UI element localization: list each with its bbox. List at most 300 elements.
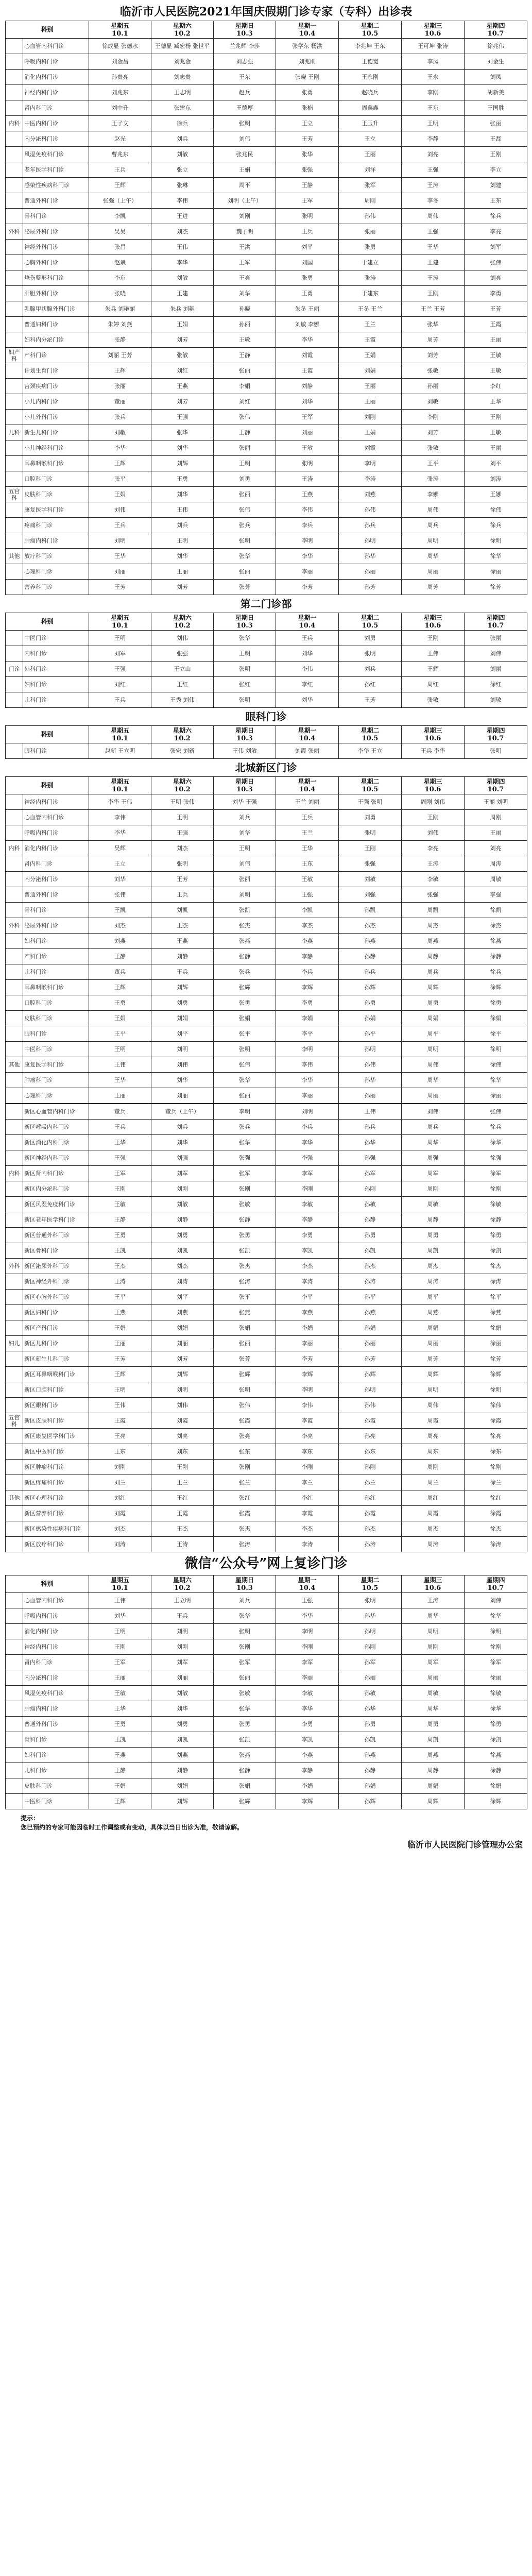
doctor-cell: 刘伟	[465, 646, 527, 662]
doctor-cell: 徐娟	[465, 1011, 527, 1026]
day-header	[339, 777, 402, 794]
doctor-cell: 刘霞	[339, 440, 402, 456]
dept-name: 新区感染性疾病科门诊	[23, 1521, 89, 1537]
doctor-cell: 王芳	[89, 580, 151, 595]
doctor-cell: 周兵	[402, 518, 465, 533]
doctor-cell: 徐伟	[465, 1398, 527, 1413]
day-header	[402, 726, 465, 743]
doctor-cell: 周静	[402, 1763, 465, 1778]
doctor-cell: 王永	[402, 70, 465, 85]
doctor-cell: 孙刚	[339, 1639, 402, 1655]
doctor-cell: 王兵	[89, 162, 151, 178]
table-row	[6, 1351, 527, 1367]
day-header	[465, 21, 527, 39]
dept-name: 新区眼科门诊	[23, 1398, 89, 1413]
dept-name: 疼痛科门诊	[23, 518, 89, 533]
doctor-cell: 李伟	[151, 193, 214, 209]
day-header	[465, 726, 527, 743]
doctor-cell: 周刚	[402, 1460, 465, 1475]
doctor-cell: 孙军	[339, 1166, 402, 1181]
table-row	[6, 1460, 527, 1475]
date-label: 10.2	[174, 785, 191, 793]
doctor-cell: 孙兰	[339, 1475, 402, 1490]
doctor-cell: 周丽	[402, 1670, 465, 1686]
doctor-cell: 王华	[89, 549, 151, 564]
doctor-cell: 孙明	[339, 1042, 402, 1057]
doctor-cell: 王勇	[89, 995, 151, 1011]
date-label: 10.3	[236, 29, 253, 38]
doctor-cell: 周明	[402, 1042, 465, 1057]
date-label: 10.3	[236, 621, 253, 630]
doctor-cell: 王丽	[89, 1670, 151, 1686]
doctor-cell: 张杰	[214, 918, 276, 934]
doctor-cell: 刘伟	[402, 1104, 465, 1120]
doctor-cell: 王霞	[339, 332, 402, 348]
table-row	[6, 949, 527, 964]
doctor-cell: 李华	[276, 1701, 339, 1717]
doctor-cell: 王洪	[214, 240, 276, 255]
group-label: 其他	[6, 549, 23, 564]
table-row	[6, 1243, 527, 1259]
date-label: 10.2	[174, 621, 191, 630]
doctor-cell: 刘芳	[151, 580, 214, 595]
table-row	[6, 692, 527, 708]
doctor-cell: 孙杰	[339, 1259, 402, 1274]
doctor-cell: 周伟	[402, 209, 465, 224]
doctor-cell: 孙伟	[339, 502, 402, 518]
doctor-cell: 徐兰	[465, 1475, 527, 1490]
doctor-cell: 王芳	[151, 872, 214, 887]
doctor-cell: 徐兵	[465, 964, 527, 980]
doctor-cell: 徐亮	[465, 1429, 527, 1444]
group-label	[6, 54, 23, 70]
doctor-cell: 张丽	[214, 1670, 276, 1686]
day-label: 星期五	[111, 777, 130, 785]
dept-name: 肿瘤科门诊	[23, 1073, 89, 1088]
doctor-cell: 刘敏	[402, 394, 465, 410]
table-row	[6, 456, 527, 471]
doctor-cell: 刘志强	[214, 54, 276, 70]
doctor-cell: 李刚	[276, 1460, 339, 1475]
doctor-cell: 李芳	[276, 580, 339, 595]
doctor-cell: 李平	[276, 1026, 339, 1042]
doctor-cell: 王凯	[89, 1732, 151, 1748]
doctor-cell: 刘华	[151, 487, 214, 502]
doctor-cell: 张涛	[402, 471, 465, 487]
doctor-cell: 刘涛	[465, 471, 527, 487]
doctor-cell: 刘金生	[465, 54, 527, 70]
doctor-cell: 刘红	[214, 394, 276, 410]
doctor-cell: 孙霞	[339, 1413, 402, 1429]
doctor-cell: 李娟	[276, 1011, 339, 1026]
doctor-cell: 张娟	[214, 1320, 276, 1336]
doctor-cell: 孙兵	[339, 964, 402, 980]
dept-name: 康复医学科门诊	[23, 1057, 89, 1073]
dept-name: 消化内科门诊	[23, 841, 89, 856]
date-label: 10.2	[174, 29, 191, 38]
doctor-cell: 王涛	[402, 1593, 465, 1608]
day-label: 星期六	[173, 726, 192, 734]
doctor-cell: 刘国	[276, 255, 339, 270]
dept-name: 产科门诊	[23, 348, 89, 363]
doctor-cell: 王兵	[89, 518, 151, 533]
dept-name: 眼科门诊	[23, 743, 89, 759]
date-label: 10.5	[362, 1584, 379, 1592]
doctor-cell: 王静	[276, 178, 339, 193]
group-label	[6, 1398, 23, 1413]
doctor-cell: 刘伟	[151, 1398, 214, 1413]
dept-name: 内科门诊	[23, 646, 89, 662]
doctor-cell: 王兰 王芳	[402, 301, 465, 317]
doctor-cell: 张芳	[214, 580, 276, 595]
doctor-cell: 赵斌	[89, 255, 151, 270]
table-row	[6, 1181, 527, 1197]
dept-name: 普通外科门诊	[23, 193, 89, 209]
table-row	[6, 410, 527, 425]
dept-name: 中医科门诊	[23, 1794, 89, 1809]
doctor-cell: 王丽	[89, 1336, 151, 1351]
dept-name: 新区心胸外科门诊	[23, 1290, 89, 1305]
doctor-cell: 张伟	[465, 255, 527, 270]
day-label: 星期一	[298, 1576, 317, 1584]
date-label: 10.2	[174, 734, 191, 742]
group-label	[6, 1290, 23, 1305]
doctor-cell: 王伟	[339, 1104, 402, 1120]
group-label	[6, 39, 23, 54]
doctor-cell: 张丽	[465, 631, 527, 646]
doctor-cell: 李伟	[276, 502, 339, 518]
table-row	[6, 425, 527, 440]
doctor-cell: 王东	[214, 70, 276, 85]
document-title: 临沂市人民医院2021年国庆假期门诊专家（专科）出诊表	[119, 5, 413, 19]
dept-name: 新区神经内科门诊	[23, 1150, 89, 1166]
doctor-cell: 王芳	[339, 692, 402, 708]
dept-name: 心胸外科门诊	[23, 255, 89, 270]
doctor-cell: 徐明	[465, 1042, 527, 1057]
doctor-cell: 刘华 王强	[214, 794, 276, 810]
doctor-cell: 周丽	[402, 1336, 465, 1351]
group-label	[6, 1639, 23, 1655]
doctor-cell: 李伟	[276, 1057, 339, 1073]
group-label	[6, 1104, 23, 1120]
doctor-cell: 王立明	[151, 1593, 214, 1608]
group-label: 内科	[6, 841, 23, 856]
group-label	[6, 394, 23, 410]
group-label	[6, 1274, 23, 1290]
doctor-cell: 王明	[89, 631, 151, 646]
table-row	[6, 856, 527, 872]
date-label: 10.1	[112, 29, 128, 38]
doctor-cell: 王静	[214, 348, 276, 363]
doctor-cell: 张明	[276, 209, 339, 224]
doctor-cell: 李娟	[276, 1778, 339, 1794]
notes	[5, 1814, 527, 1832]
doctor-cell: 张燕	[214, 934, 276, 949]
doctor-cell: 王涛	[89, 1274, 151, 1290]
group-label	[6, 825, 23, 841]
schedule-table	[5, 1575, 527, 1809]
doctor-cell: 徐成显 张德水	[89, 39, 151, 54]
doctor-cell: 张伟	[214, 410, 276, 425]
doctor-cell: 张静	[214, 1212, 276, 1228]
doctor-cell: 徐芳	[465, 580, 527, 595]
doctor-cell: 徐强	[465, 1150, 527, 1166]
table-row	[6, 1778, 527, 1794]
doctor-cell: 王明	[89, 1382, 151, 1398]
dept-name: 内分泌科门诊	[23, 872, 89, 887]
doctor-cell: 李敏	[402, 872, 465, 887]
doctor-cell: 张杰	[214, 1521, 276, 1537]
doctor-cell: 刘勇	[151, 1228, 214, 1243]
doctor-cell: 李兆坤 王东	[339, 39, 402, 54]
doctor-cell: 徐涛	[465, 1274, 527, 1290]
doctor-cell: 李华 王伟	[89, 794, 151, 810]
doctor-cell: 孙静	[339, 1212, 402, 1228]
doctor-cell: 周红	[402, 677, 465, 692]
doctor-cell: 王志明	[151, 85, 214, 100]
doctor-cell: 周杰	[402, 1259, 465, 1274]
doctor-cell: 刘涛	[151, 1274, 214, 1290]
doctor-cell: 王丽	[339, 379, 402, 394]
date-label: 10.5	[362, 785, 379, 793]
doctor-cell: 徐伟	[465, 502, 527, 518]
doctor-cell: 周刚	[339, 193, 402, 209]
group-label	[6, 794, 23, 810]
doctor-cell: 李军	[276, 1166, 339, 1181]
section-title: 微信“公众号”网上复诊门诊	[184, 1556, 348, 1571]
doctor-cell: 张涛	[214, 1537, 276, 1552]
group-label	[6, 1608, 23, 1624]
group-label	[6, 1686, 23, 1701]
doctor-cell: 刘刚	[89, 1460, 151, 1475]
table-row	[6, 887, 527, 903]
table-row	[6, 85, 527, 100]
doctor-cell: 刘伟	[214, 131, 276, 147]
group-label	[6, 162, 23, 178]
doctor-cell: 孙燕	[339, 1748, 402, 1763]
group-label	[6, 533, 23, 549]
doctor-cell: 张红	[214, 677, 276, 692]
day-header	[339, 1575, 402, 1593]
doctor-cell: 孙晓	[214, 301, 276, 317]
date-label: 10.6	[424, 734, 441, 742]
doctor-cell: 李凯	[276, 1243, 339, 1259]
doctor-cell: 赵晓兵	[339, 85, 402, 100]
doctor-cell: 周军	[402, 1655, 465, 1670]
doctor-cell: 王磊	[465, 131, 527, 147]
group-label: 门诊	[6, 662, 23, 677]
doctor-cell: 孙勇	[339, 1228, 402, 1243]
date-label: 10.4	[299, 1584, 316, 1592]
doctor-cell: 李凤	[402, 54, 465, 70]
doctor-cell: 王军	[89, 1655, 151, 1670]
doctor-cell: 王伟	[151, 502, 214, 518]
doctor-cell: 王红	[151, 677, 214, 692]
doctor-cell: 王辉	[402, 662, 465, 677]
dept-name: 心理科门诊	[23, 1088, 89, 1104]
group-label	[6, 1135, 23, 1150]
doctor-cell: 王兵	[276, 810, 339, 825]
doctor-cell: 王冬 王兰	[339, 301, 402, 317]
group-label	[6, 1026, 23, 1042]
doctor-cell: 李敏	[276, 1197, 339, 1212]
doctor-cell: 于建立	[339, 255, 402, 270]
group-label	[6, 1670, 23, 1686]
doctor-cell: 李兵	[276, 1120, 339, 1135]
dept-name: 新区普通外科门诊	[23, 1228, 89, 1243]
dept-name: 口腔科门诊	[23, 471, 89, 487]
doctor-cell: 周鑫鑫	[339, 100, 402, 116]
doctor-cell: 孙明	[339, 1624, 402, 1639]
day-header	[276, 726, 339, 743]
doctor-cell: 李华	[89, 825, 151, 841]
group-label	[6, 502, 23, 518]
day-header	[465, 777, 527, 794]
doctor-cell: 徐刚	[465, 1460, 527, 1475]
doctor-cell: 刘兆东	[89, 85, 151, 100]
doctor-cell: 王丽	[339, 147, 402, 162]
doctor-cell: 刘敏	[151, 1197, 214, 1212]
group-label	[6, 1475, 23, 1490]
doctor-cell: 周静	[402, 1212, 465, 1228]
dept-name: 感染性疾病科门诊	[23, 178, 89, 193]
doctor-cell: 孙东	[339, 1444, 402, 1460]
doctor-cell: 刘志贵	[151, 70, 214, 85]
doctor-cell: 王华	[465, 394, 527, 410]
doctor-cell: 刘敏	[151, 270, 214, 286]
doctor-cell: 刘娟	[151, 1778, 214, 1794]
day-header	[339, 726, 402, 743]
group-label	[6, 363, 23, 379]
doctor-cell: 刘亮	[151, 1429, 214, 1444]
dept-name: 肝胆外科门诊	[23, 286, 89, 301]
doctor-cell: 孙霞	[339, 1506, 402, 1521]
table-row	[6, 1686, 527, 1701]
day-header	[276, 21, 339, 39]
doctor-cell: 徐明	[465, 1624, 527, 1639]
doctor-cell: 张静	[214, 1763, 276, 1778]
doctor-cell: 王德显 臧宏杨 张世平	[151, 39, 214, 54]
group-label: 五官科	[6, 1413, 23, 1429]
group-label	[6, 1732, 23, 1748]
doctor-cell: 徐凯	[465, 1243, 527, 1259]
group-label	[6, 1073, 23, 1088]
doctor-cell: 孙亮	[339, 1429, 402, 1444]
doctor-cell: 李红	[276, 1490, 339, 1506]
group-label	[6, 1212, 23, 1228]
doctor-cell: 董兵	[89, 964, 151, 980]
dept-name: 小儿内科门诊	[23, 394, 89, 410]
doctor-cell: 李丽	[276, 564, 339, 580]
doctor-cell: 王立	[89, 856, 151, 872]
group-label	[6, 286, 23, 301]
doctor-cell: 刘芳	[402, 425, 465, 440]
doctor-cell: 刘红	[151, 363, 214, 379]
doctor-cell: 刘伟	[89, 502, 151, 518]
doctor-cell: 王辉	[89, 363, 151, 379]
doctor-cell: 周华	[402, 1608, 465, 1624]
dept-name: 普通妇科门诊	[23, 317, 89, 332]
doctor-cell: 刘兵	[151, 1120, 214, 1135]
doctor-cell: 张军	[214, 1166, 276, 1181]
doctor-cell: 周丽	[402, 1088, 465, 1104]
doctor-cell: 王兰	[339, 317, 402, 332]
doctor-cell: 周华	[402, 549, 465, 564]
doctor-cell: 徐涛	[465, 1537, 527, 1552]
doctor-cell: 李静	[276, 1763, 339, 1778]
doctor-cell: 周涛	[402, 1537, 465, 1552]
day-label: 星期四	[486, 726, 505, 734]
doctor-cell: 王娟	[151, 317, 214, 332]
dept-name: 心血管内科门诊	[23, 39, 89, 54]
doctor-cell: 王静	[89, 1212, 151, 1228]
doctor-cell: 李凯	[89, 209, 151, 224]
doctor-cell: 张明	[339, 646, 402, 662]
doctor-cell: 张凯	[214, 1732, 276, 1748]
doctor-cell: 周平	[402, 1026, 465, 1042]
table-row	[6, 1320, 527, 1336]
doctor-cell: 李华	[276, 549, 339, 564]
doctor-cell: 孙辉	[339, 1794, 402, 1809]
doctor-cell: 刘伟	[151, 1057, 214, 1073]
doctor-cell: 张华	[151, 425, 214, 440]
table-row	[6, 1305, 527, 1320]
doctor-cell: 周兰	[402, 1475, 465, 1490]
doctor-cell: 李静	[276, 1212, 339, 1228]
doctor-cell: 张强	[276, 162, 339, 178]
dept-name: 妇科门诊	[23, 1748, 89, 1763]
doctor-cell: 王可坤 张涛	[402, 39, 465, 54]
group-label	[6, 131, 23, 147]
doctor-cell: 刘敏	[151, 1686, 214, 1701]
doctor-cell: 徐明	[465, 533, 527, 549]
doctor-cell: 王立山	[151, 662, 214, 677]
doctor-cell: 周华	[402, 1073, 465, 1088]
doctor-cell: 张华	[214, 1608, 276, 1624]
dept-name: 乳腺甲状腺外科门诊	[23, 301, 89, 317]
doctor-cell: 张平	[214, 1026, 276, 1042]
date-label: 10.4	[299, 29, 316, 38]
doctor-cell: 孙杰	[339, 1521, 402, 1537]
dept-name: 呼吸内科门诊	[23, 825, 89, 841]
group-label	[6, 1367, 23, 1382]
date-label: 10.2	[174, 1584, 191, 1592]
group-label	[6, 100, 23, 116]
doctor-cell: 李娜	[402, 487, 465, 502]
doctor-cell: 张辉	[214, 1794, 276, 1809]
doctor-cell: 王华	[89, 1701, 151, 1717]
table-row	[6, 1026, 527, 1042]
doctor-cell: 徐敏	[465, 1197, 527, 1212]
notes-text: 您已预约的专家可能因临时工作调整或有变动，具体以当日出诊为准，敬请谅解。	[21, 1824, 244, 1831]
dept-name: 新区泌尿外科门诊	[23, 1259, 89, 1274]
day-header	[465, 613, 527, 631]
dept-name: 产科门诊	[23, 949, 89, 964]
doctor-cell: 王伟	[89, 1593, 151, 1608]
doctor-cell: 周凯	[402, 1732, 465, 1748]
table-row	[6, 934, 527, 949]
doctor-cell: 周东	[402, 1444, 465, 1460]
dept-name: 新区营养科门诊	[23, 1506, 89, 1521]
group-label	[6, 1042, 23, 1057]
doctor-cell: 王芳	[465, 301, 527, 317]
day-label: 星期一	[298, 22, 317, 29]
date-label: 10.6	[424, 29, 441, 38]
doctor-cell: 周敏	[402, 1197, 465, 1212]
section-title: 北城新区门诊	[235, 761, 297, 774]
doctor-cell: 张晓 王刚	[276, 70, 339, 85]
doctor-cell: 王辉	[89, 980, 151, 995]
